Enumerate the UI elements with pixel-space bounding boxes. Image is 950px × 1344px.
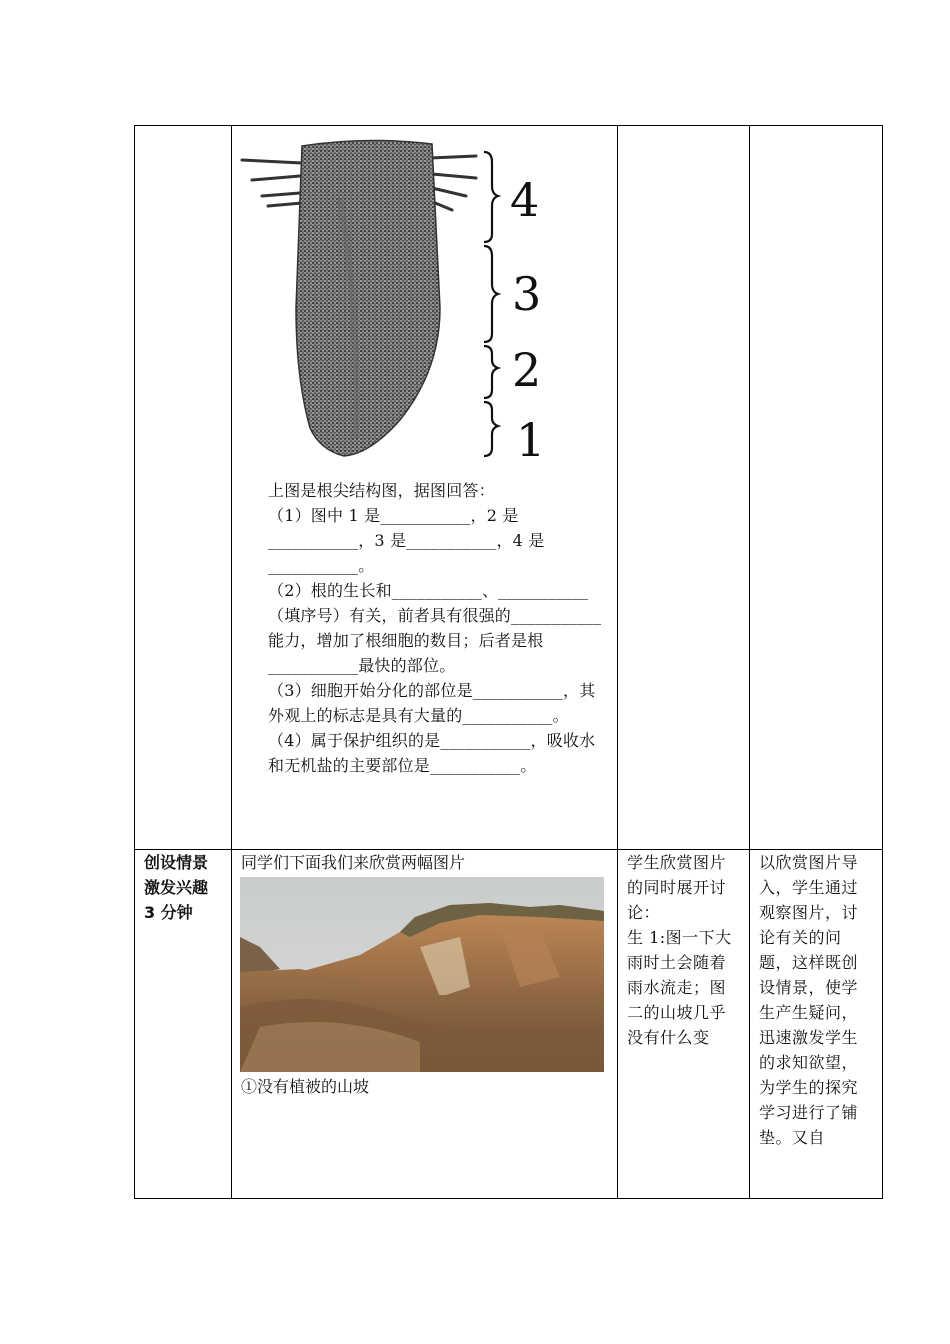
question-4: （4）属于保护组织的是___________，吸收水和无机盐的主要部位是___________。 (268, 731, 596, 775)
question-intro: 上图是根尖结构图，据图回答： (268, 481, 495, 500)
content-cell (232, 850, 618, 1199)
picture-intro: 同学们下面我们来欣赏两幅图片 (241, 853, 466, 872)
zone-label-2: 2 (512, 343, 542, 397)
stage-cell (135, 850, 232, 1199)
question-2: （2）根的生长和___________、___________（填序号）有关，前者具有很强的___________能力，增加了根细胞的数目；后者是根___________最快的部位。 (268, 581, 602, 675)
student-activity-cell (618, 850, 750, 1199)
table-row (135, 126, 883, 850)
question-block (268, 478, 606, 778)
design-intent-cell (750, 850, 883, 1199)
zone-label-3: 3 (512, 267, 542, 321)
stage-label: 创设情景 激发兴趣 3 分钟 (144, 853, 209, 922)
lesson-plan-table (134, 125, 883, 1199)
design-intent-text: 以欣赏图片导入，学生通过观察图片，讨论有关的问题，这样既创设情景，使学生产生疑问，迅速激发学生的求知欲望，为学生的探究学习进行了铺垫。又自 (759, 853, 859, 1147)
student-activity-text-2: 生 1:图一下大雨时土会随着雨水流走；图二的山坡几乎没有什么变 (627, 928, 732, 1047)
design-intent-cell (750, 126, 883, 850)
student-activity-cell (618, 126, 750, 850)
barren-hillside-photo (240, 877, 604, 1072)
content-cell (232, 126, 618, 850)
question-1: （1）图中 1 是___________，2 是___________，3 是___________，4 是___________。 (268, 506, 545, 575)
zone-braces (484, 152, 498, 456)
root-tip-diagram (240, 138, 555, 470)
photo-caption: ①没有植被的山坡 (241, 1077, 370, 1096)
student-activity-text-1: 学生欣赏图片的同时展开讨论： (627, 853, 727, 922)
zone-label-1: 1 (516, 413, 546, 467)
question-3: （3）细胞开始分化的部位是___________，其外观上的标志是具有大量的___________。 (268, 681, 596, 725)
stage-cell (135, 126, 232, 850)
table-row (135, 850, 883, 1199)
zone-label-4: 4 (510, 173, 540, 227)
